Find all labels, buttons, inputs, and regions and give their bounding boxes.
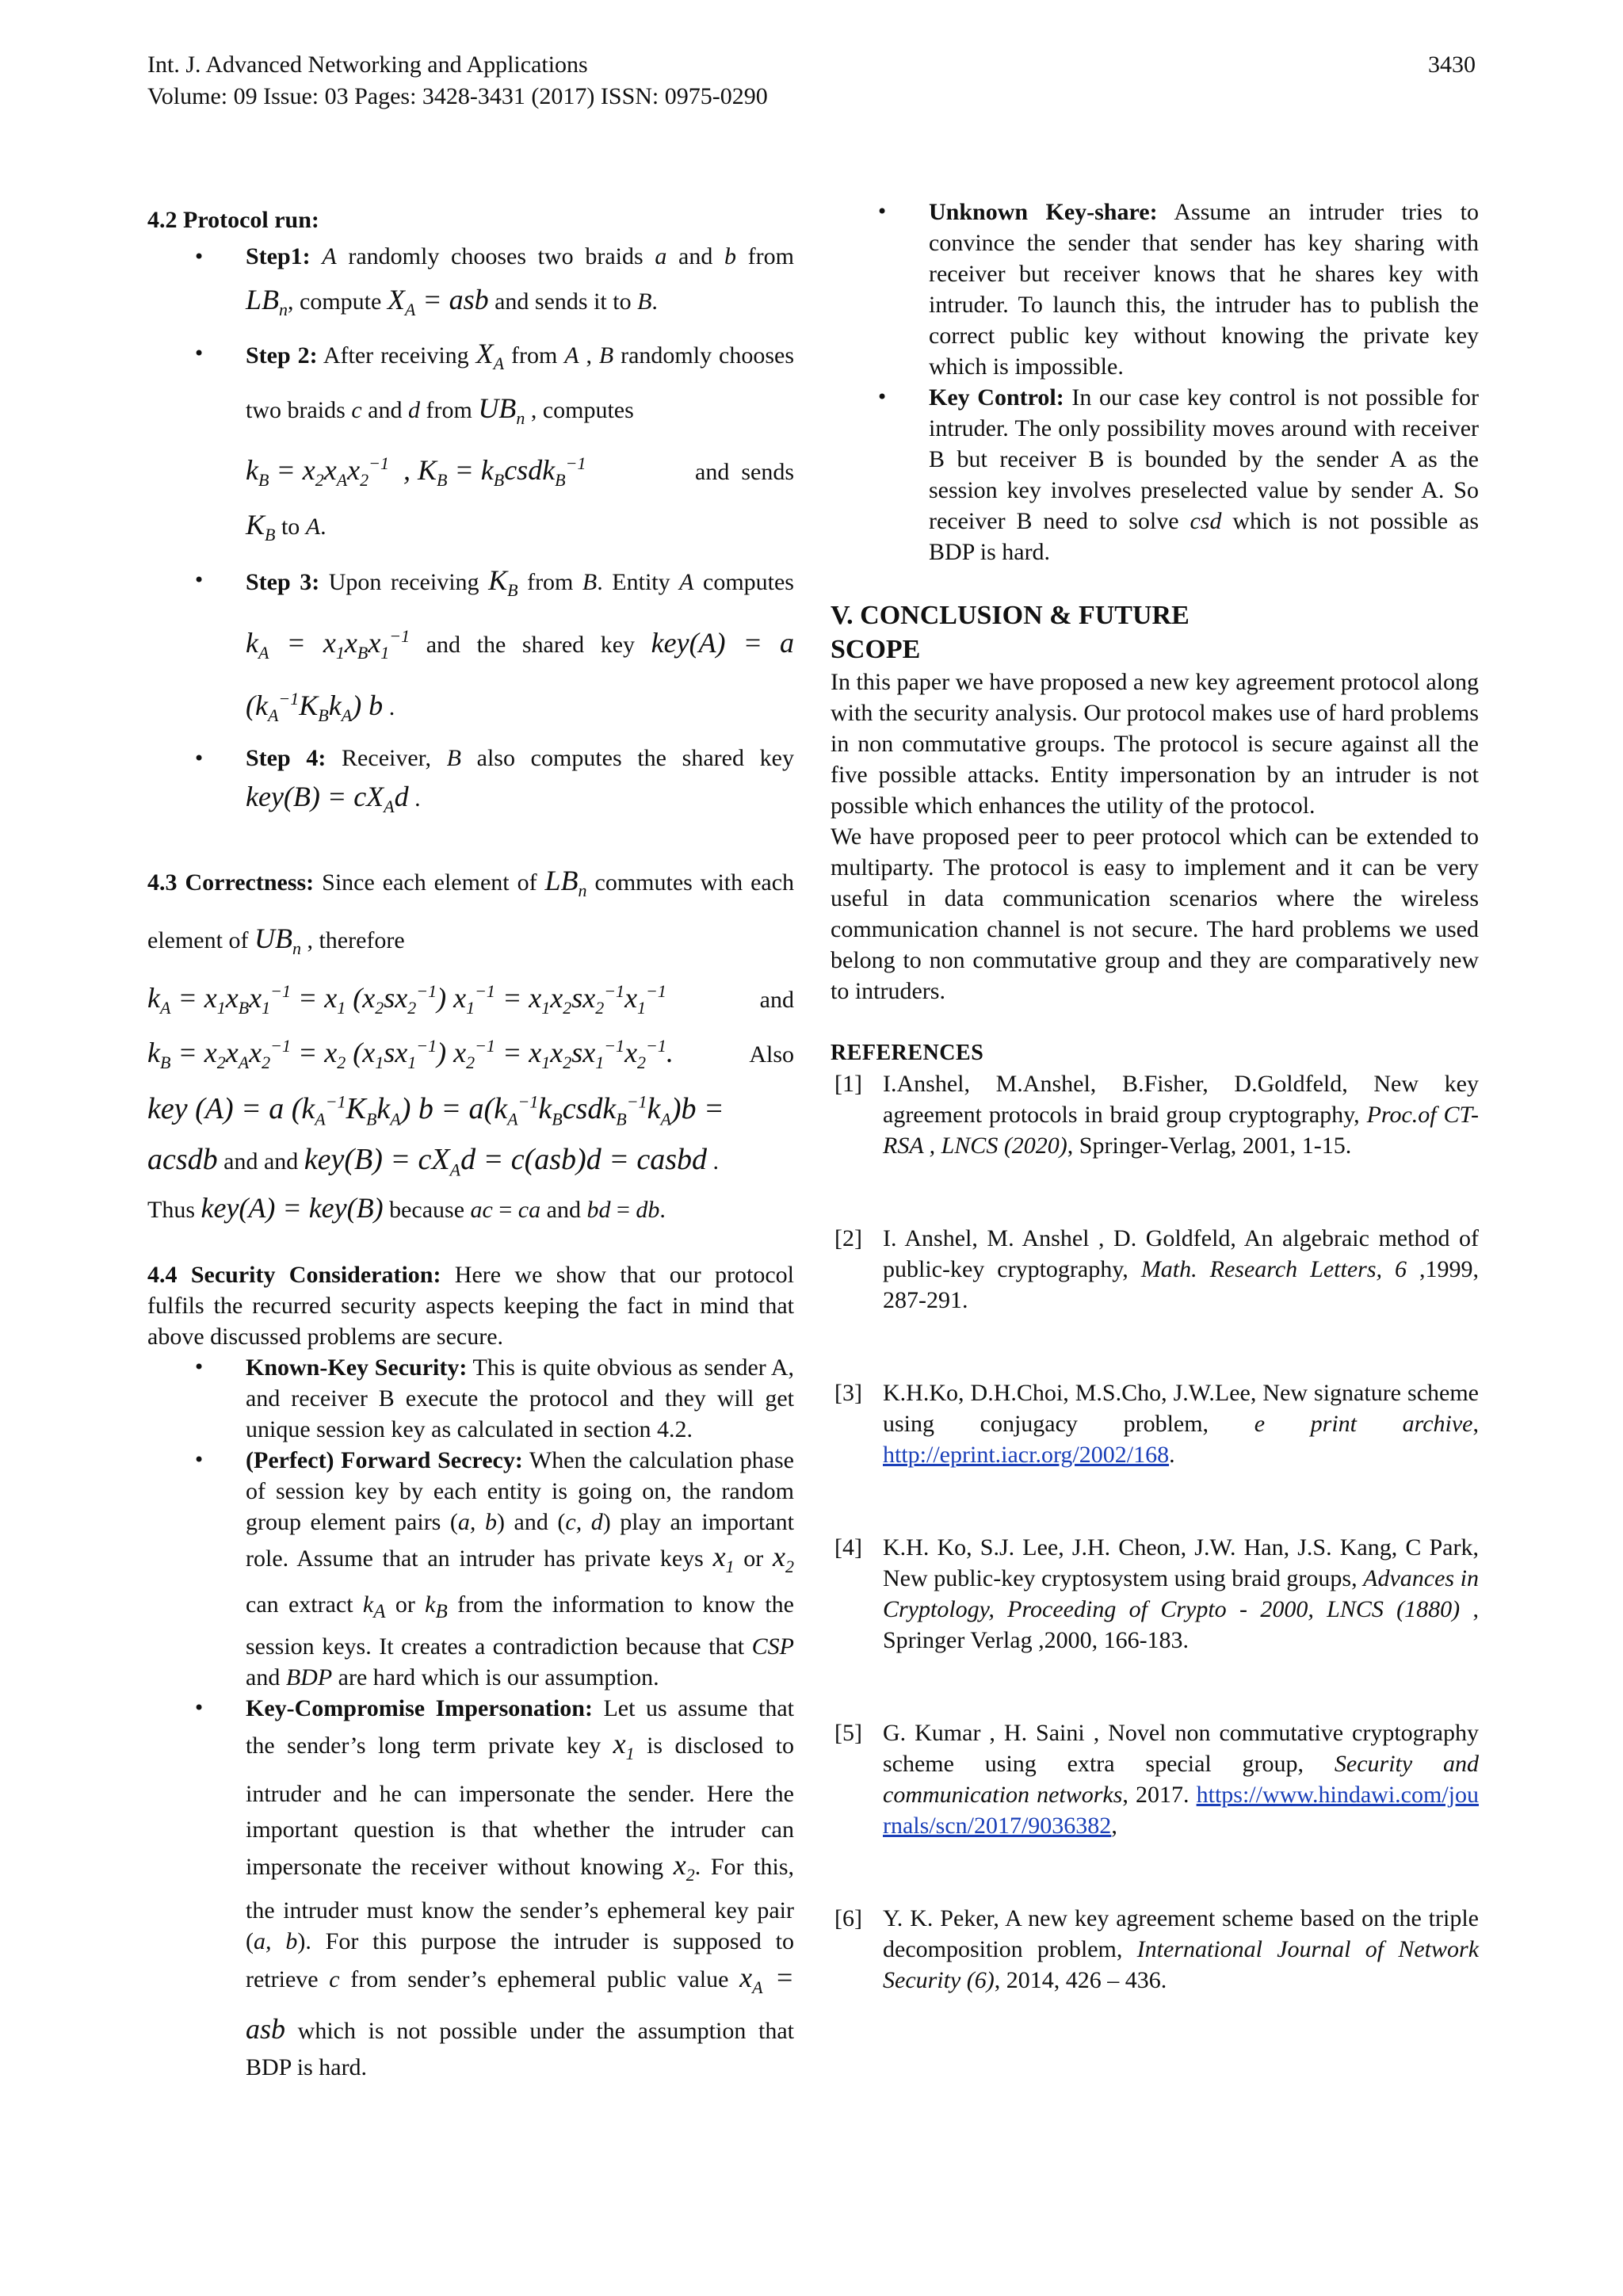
conclusion-para-2: We have proposed peer to peer protocol which can be extended to multiparty. The protocol is easy to implement and it can be very useful in data communication scenarios where the wireless communication channel is not secure. The hard problems we used belong to non commutative group and they are comparatively new to intruders.: [831, 823, 1479, 1004]
step-4: • Step 4: Receiver, B also computes the shared key $key(B) = cX_Ad$ .: [147, 739, 794, 826]
step4-label: Step 4:: [246, 744, 327, 771]
reference-6: [6] Y. K. Peker, A new key agreement scheme based on the triple decomposition problem, International Journal of Network Security (6), 2014, 426 – 436.: [834, 1905, 1480, 1993]
page-number: 3430: [1428, 52, 1476, 78]
known-key-security: • Known-Key Security: This is quite obvious as sender A, and receiver B execute the protocol and they will get unique session key as calculated in section 4.2.: [147, 1352, 794, 1445]
journal-title: Int. J. Advanced Networking and Applications: [147, 52, 588, 78]
security-heading: 4.4 Security Consideration:: [147, 1262, 441, 1289]
protocol-steps-list: [147, 235, 794, 826]
step3-label: Step 3:: [246, 568, 320, 595]
step-1: • Step1: A randomly chooses two braids a and b from $LB_n$, compute $X_A$ = asb and sends it to B.: [147, 235, 794, 331]
uks-label: Unknown Key-share:: [929, 199, 1158, 225]
correctness-paragraph: 4.3 Correctness: Since each element of $LB_n$ commutes with each element of $UB_n$ , therefore: [147, 864, 795, 959]
equation-kB: $k_B = x_2x_Ax_2^{-1} = x_2$ $(x_1sx_1^{-1}) x_2^{-1} = x_1x_2sx_1^{-1}x_2^{-1}$. Also: [147, 1036, 794, 1073]
equation-keyB: acsdb and and $key(B) = cX_Ad = c(asb)d$ = casbd .: [147, 1142, 719, 1180]
reference-1: [1] I.Anshel, M.Anshel, B.Fisher, D.Goldfeld, New key agreement protocols in braid group cryptography, Proc.of CT-RSA , LNCS (2020), Springer-Verlag, 2001, 1-15.: [834, 1071, 1479, 1159]
conclusion-heading: V. CONCLUSION & FUTURE SCOPE: [831, 601, 1190, 664]
equation-thus: Thus key(A) = key(B) because ac = ca and bd = db.: [147, 1192, 666, 1224]
protocol-run-heading: 4.2 Protocol run:: [147, 207, 319, 233]
left-column: [147, 204, 794, 2083]
security-list-left: [147, 1352, 794, 2083]
reference-2: [2] I. Anshel, M. Anshel , D. Goldfeld, An algebraic method of public-key cryptography, Math. Research Letters, 6 ,1999, 287-291.: [834, 1225, 1480, 1313]
right-column: [831, 197, 1479, 1996]
step-2: • Step 2: After receiving $X_A$ from A , B randomly chooses two braids c and d from $UB_n$ , computes $k_B = x_2x_Ax_2^{-1}$ , $K_B$ = $k_Bcsdk_B^{-1}$ and sends $K_B$ to A.: [147, 331, 794, 557]
pfs-label: (Perfect) Forward Secrecy:: [246, 1447, 523, 1474]
equation-keyA: key (A) = a $(k_A^{-1}K_Bk_A) b$ = $a(k_A^{-1}k_Bcsdk_B^{-1}k_A)b$ =: [147, 1091, 724, 1129]
step2-label: Step 2:: [246, 342, 318, 369]
reference-5: [5] G. Kumar , H. Saini , Novel non commutative cryptography scheme using extra special group, Security and communication networks, 2017. https://www.hindawi.com/journals/scn/2017/9036382,: [834, 1720, 1480, 1839]
also-word: Also: [749, 1041, 794, 1068]
perfect-forward-secrecy: • (Perfect) Forward Secrecy: When the calculation phase of session key by each entity is going on, the random group element pairs (a, b) and (c, d) play an important role. Assume that an intruder has private keys $x_1$ or $x_2$ can extract $k_A$ or $k_B$ from the information to know the session keys. It creates a contradiction because that CSP and BDP are hard which is our assumption.: [147, 1445, 794, 1693]
reference-3-link[interactable]: http://eprint.iacr.org/2002/168: [883, 1442, 1170, 1468]
thus-word: Thus: [147, 1197, 195, 1224]
step-3: • Step 3: Upon receiving $K_B$ from B. Entity A computes $k_A = x_1x_Bx_1^{-1}$ and the shared key key(A) = a $(k_A^{-1}K_Bk_A)$ b .: [147, 557, 794, 739]
reference-5-link[interactable]: https://www.hindawi.com/journals/scn/2017/9036382: [883, 1782, 1479, 1839]
correctness-heading: 4.3 Correctness:: [147, 869, 315, 896]
conclusion-para-1: In this paper we have proposed a new key agreement protocol along with the security analysis. Our protocol makes use of hard problems in non commutative groups. The protocol is secure against all the five possible attacks. Entity impersonation by an intruder is not possible which enhances the utility of the protocol.: [831, 669, 1479, 819]
running-header: [147, 49, 1476, 113]
security-intro: 4.4 Security Consideration: Here we show that our protocol fulfils the recurred security aspects keeping the fact in mind that above discussed problems are secure.: [147, 1262, 794, 1350]
equation-kA: $k_A = x_1x_Bx_1^{-1} = x_1$ $(x_2sx_2^{-1}) x_1^{-1} = x_1x_2sx_2^{-1}x_1^{-1}$ and: [147, 981, 794, 1018]
kci-label: Key-Compromise Impersonation:: [246, 1695, 593, 1722]
reference-4: [4] K.H. Ko, S.J. Lee, J.H. Cheon, J.W. Han, J.S. Kang, C Park, New public-key cryptosystem using braid groups, Advances in Cryptology, Proceeding of Crypto - 2000, LNCS (1880) , Springer Verlag ,2000, 166-183.: [834, 1534, 1480, 1653]
and-word-1: and: [759, 987, 794, 1014]
volume-line: Volume: 09 Issue: 03 Pages: 3428-3431 (2017) ISSN: 0975-0290: [147, 83, 768, 109]
kc-label: Key Control:: [929, 384, 1064, 411]
step1-label: Step1:: [246, 243, 311, 269]
reference-3: [3] K.H.Ko, D.H.Choi, M.S.Cho, J.W.Lee, New signature scheme using conjugacy problem, e print archive, http://eprint.iacr.org/2002/168.: [834, 1380, 1479, 1468]
unknown-key-share: • Unknown Key-share: Assume an intruder tries to convince the sender that sender has key sharing with receiver but receiver knows that he shares key with intruder. To launch this, the intruder has to publish the correct public key without knowing the private key which is impossible.: [831, 197, 1479, 382]
security-list-right: [831, 197, 1479, 567]
known-key-label: Known-Key Security:: [246, 1354, 468, 1381]
key-control: • Key Control: In our case key control is not possible for intruder. The only possibility moves around with receiver B but receiver B is bounded by the sender A as the session key involves preselected value by sender A. So receiver B need to solve csd which is not possible as BDP is hard.: [831, 382, 1479, 567]
key-compromise-impersonation: • Key-Compromise Impersonation: Let us assume that the sender’s long term private key $x_1$ is disclosed to intruder and he can impersonate the sender. Here the important question is that whether the intruder can impersonate the receiver without knowing $x_2$. For this, the intruder must know the sender’s ephemeral key pair (a, b). For this purpose the intruder is supposed to retrieve c from sender’s ephemeral public value $x_A$ = asb which is not possible under the assumption that BDP is hard.: [147, 1693, 794, 2083]
references-heading: REFERENCES: [831, 1041, 984, 1065]
